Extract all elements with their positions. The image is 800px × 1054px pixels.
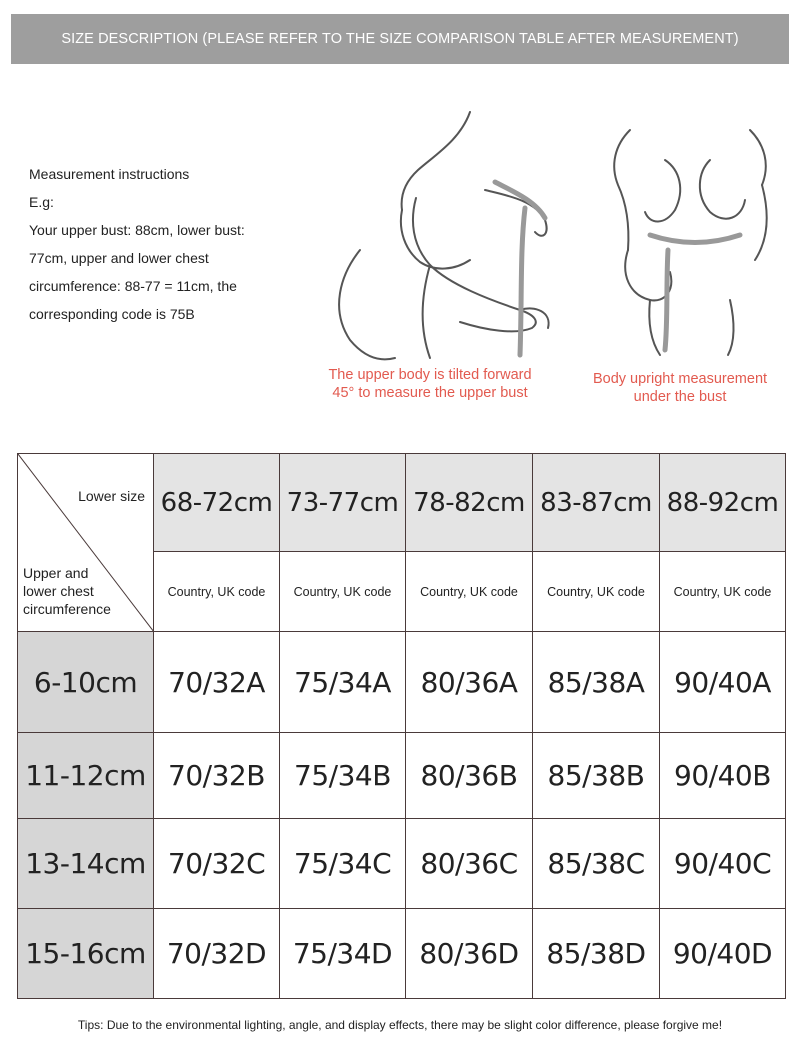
instructions-heading: Measurement instructions (29, 166, 190, 182)
size-cell: 75/34B (280, 733, 406, 819)
size-cell: 90/40B (660, 733, 786, 819)
instructions-line: 77cm, upper and lower chest (29, 250, 209, 266)
instructions-line: Your upper bust: 88cm, lower bust: (29, 222, 245, 238)
size-cell: 85/38C (533, 819, 660, 909)
upright-illustration (590, 100, 790, 360)
header-title: SIZE DESCRIPTION (PLEASE REFER TO THE SIZE COMPARISON TABLE AFTER MEASUREMENT) (61, 31, 739, 47)
column-header: 78-82cm (406, 454, 533, 552)
table-row (18, 819, 786, 909)
corner-circumference-label: Upper and lower chest circumference (23, 565, 111, 617)
size-cell: 70/32A (154, 632, 280, 733)
measurement-instructions (29, 160, 279, 328)
column-header: 68-72cm (154, 454, 280, 552)
table-row (18, 733, 786, 819)
size-cell: 70/32B (154, 733, 280, 819)
row-header: 13-14cm (18, 819, 154, 909)
instructions-line: corresponding code is 75B (29, 306, 195, 322)
size-cell: 90/40C (660, 819, 786, 909)
size-cell: 70/32D (154, 909, 280, 999)
row-header: 11-12cm (18, 733, 154, 819)
table-corner-cell (18, 454, 154, 632)
size-cell: 80/36C (406, 819, 533, 909)
column-subheader: Country, UK code (154, 552, 280, 632)
corner-lower-size-label: Lower size (78, 488, 145, 504)
upright-caption: Body upright measurement under the bust (592, 371, 768, 405)
row-header: 6-10cm (18, 632, 154, 733)
column-header: 83-87cm (533, 454, 660, 552)
row-header: 15-16cm (18, 909, 154, 999)
size-cell: 80/36A (406, 632, 533, 733)
column-subheader: Country, UK code (406, 552, 533, 632)
size-cell: 75/34C (280, 819, 406, 909)
column-header: 73-77cm (280, 454, 406, 552)
size-cell: 80/36D (406, 909, 533, 999)
column-subheader: Country, UK code (280, 552, 406, 632)
tilted-forward-illustration (320, 100, 565, 365)
column-subheader: Country, UK code (533, 552, 660, 632)
size-cell: 75/34A (280, 632, 406, 733)
column-header: 88-92cm (660, 454, 786, 552)
size-cell: 70/32C (154, 819, 280, 909)
size-comparison-table (17, 453, 786, 999)
size-cell: 85/38D (533, 909, 660, 999)
instructions-line: E.g: (29, 194, 54, 210)
size-cell: 90/40D (660, 909, 786, 999)
size-cell: 80/36B (406, 733, 533, 819)
table-row (18, 632, 786, 733)
column-subheader: Country, UK code (660, 552, 786, 632)
tilted-forward-caption: The upper body is tilted forward 45° to measure the upper bust (328, 367, 532, 401)
instructions-line: circumference: 88-77 = 11cm, the (29, 278, 237, 294)
size-cell: 85/38A (533, 632, 660, 733)
size-cell: 85/38B (533, 733, 660, 819)
header-banner (11, 14, 789, 64)
size-cell: 90/40A (660, 632, 786, 733)
size-cell: 75/34D (280, 909, 406, 999)
tips-note: Tips: Due to the environmental lighting, angle, and display effects, there may be slight color difference, please forgive me! (77, 1018, 723, 1032)
table-row (18, 909, 786, 999)
